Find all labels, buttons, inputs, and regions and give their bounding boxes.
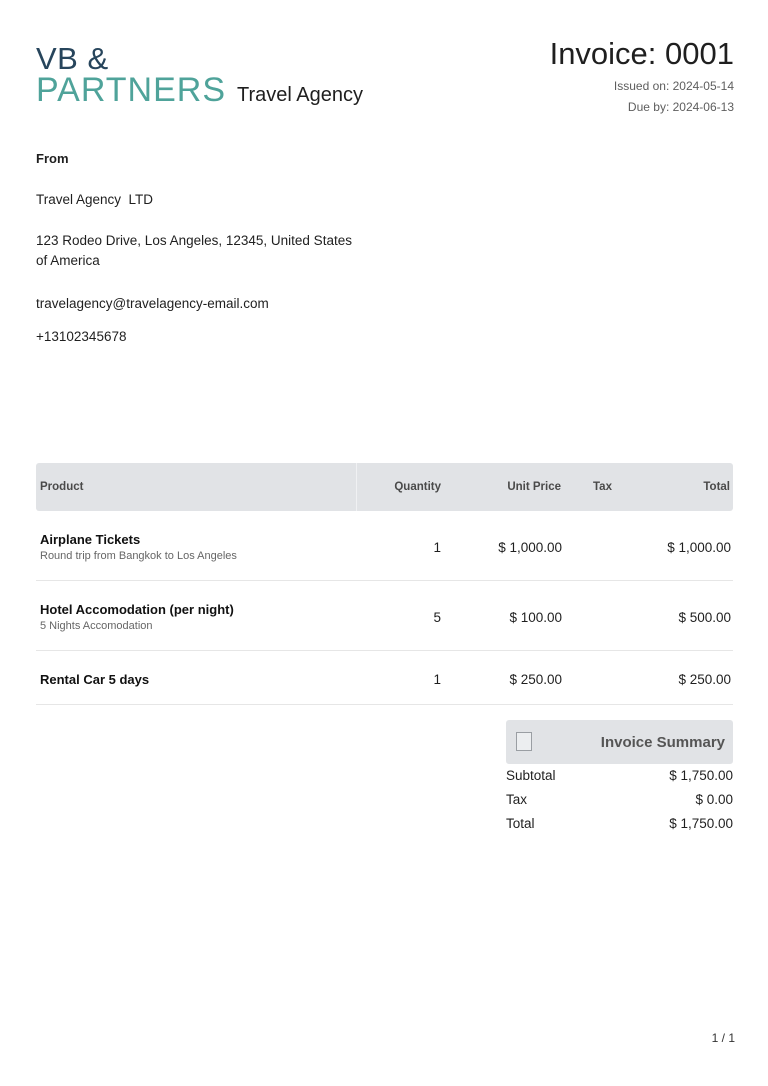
item-name: Airplane Tickets: [40, 532, 141, 547]
item-quantity: 1: [433, 540, 441, 555]
table-header: [36, 463, 733, 511]
invoice-title: Invoice: 0001: [549, 36, 734, 71]
tax-label: Tax: [506, 792, 528, 807]
subtotal-row: [506, 764, 733, 788]
total-label: Total: [506, 816, 535, 831]
due-date: Due by: 2024-06-13: [627, 100, 734, 114]
agency-name: Travel Agency: [237, 84, 364, 106]
header-divider: [356, 463, 357, 511]
item-name: Hotel Accomodation (per night): [40, 602, 234, 617]
item-quantity: 1: [433, 672, 441, 687]
header-product: Product: [40, 481, 84, 493]
invoice-summary: [506, 720, 733, 836]
from-address: 123 Rodeo Drive, Los Angeles, 12345, United States of America: [36, 233, 352, 268]
item-name: Rental Car 5 days: [40, 672, 150, 687]
item-unit-price: $ 100.00: [509, 610, 562, 625]
item-unit-price: $ 1,000.00: [498, 540, 562, 555]
item-quantity: 5: [433, 610, 441, 625]
summary-header: [506, 720, 733, 764]
header-tax: Tax: [593, 481, 612, 493]
company-logo: [36, 41, 364, 109]
header-total: Total: [703, 481, 730, 493]
item-description: Round trip from Bangkok to Los Angeles: [40, 550, 237, 562]
header-unit-price: Unit Price: [507, 481, 561, 493]
table-row: [36, 511, 733, 581]
table-row: [36, 581, 733, 651]
from-label: From: [36, 151, 69, 166]
logo-text-bottom: PARTNERS: [36, 71, 227, 109]
item-total: $ 500.00: [678, 610, 731, 625]
item-total: $ 1,000.00: [667, 540, 731, 555]
total-value: $ 1,750.00: [669, 816, 733, 831]
tax-value: $ 0.00: [695, 792, 733, 807]
item-description: 5 Nights Accomodation: [40, 620, 153, 632]
summary-title: Invoice Summary: [600, 734, 725, 751]
subtotal-value: $ 1,750.00: [669, 768, 733, 783]
header-quantity: Quantity: [394, 481, 441, 493]
item-total: $ 250.00: [678, 672, 731, 687]
issued-date: Issued on: 2024-05-14: [613, 79, 734, 93]
line-items-table: [36, 463, 733, 705]
checkbox-icon: [516, 732, 532, 751]
from-company-name: Travel Agency LTD: [36, 192, 154, 207]
page-number: 1 / 1: [711, 1031, 735, 1045]
subtotal-label: Subtotal: [506, 768, 556, 783]
total-row: [506, 812, 733, 836]
from-phone: +13102345678: [36, 329, 127, 344]
table-row: [36, 651, 733, 705]
tax-row: [506, 788, 733, 812]
logo-text-top: VB &: [36, 41, 109, 76]
from-email: travelagency@travelagency-email.com: [36, 296, 269, 311]
item-unit-price: $ 250.00: [509, 672, 562, 687]
